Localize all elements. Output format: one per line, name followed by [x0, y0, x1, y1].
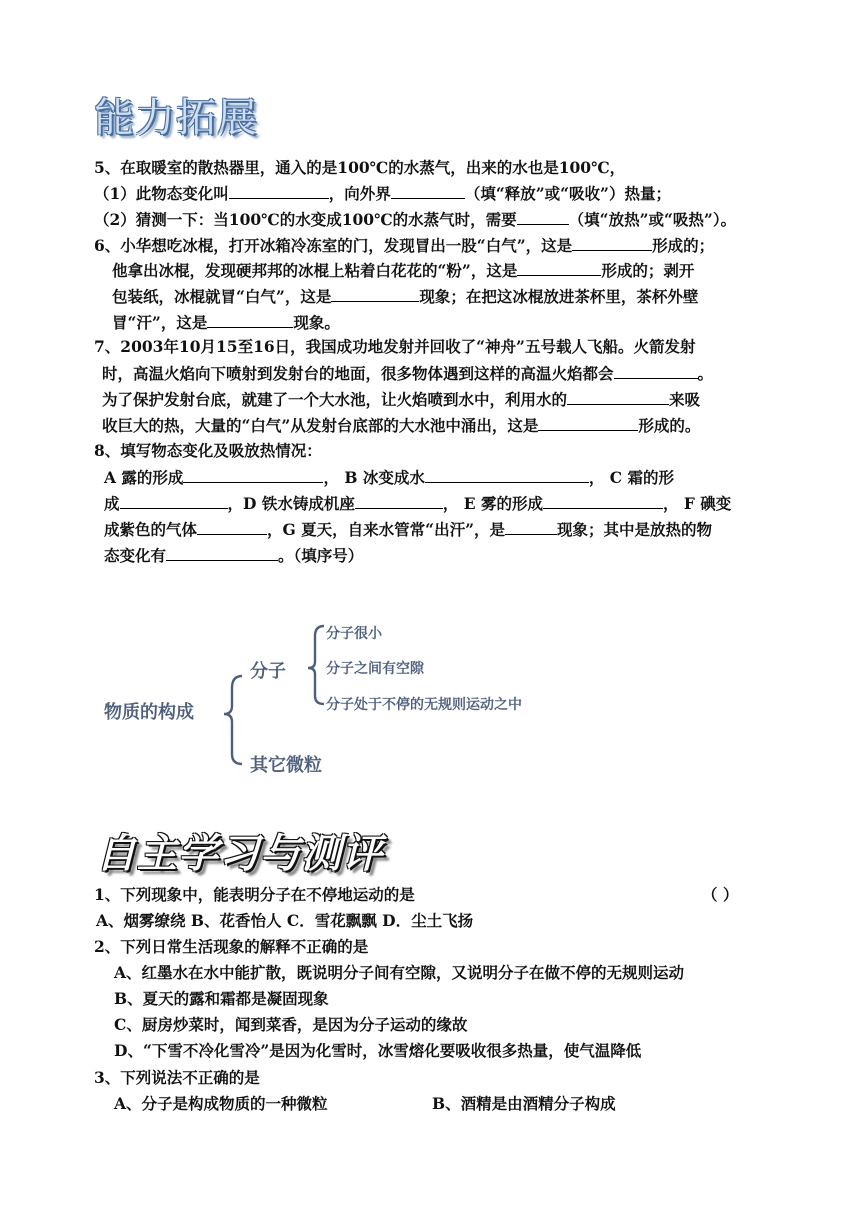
blank [207, 312, 293, 328]
blank [572, 235, 652, 251]
diagram-braces [224, 626, 324, 764]
blank [538, 415, 638, 431]
diagram-leaf-gaps: 分子之间有空隙 [326, 661, 424, 677]
mc1-stem: 1、下列现象中，能表明分子在不停地运动的是 [94, 885, 415, 904]
q6-line4: 冒“汗”，这是 现象。 [112, 313, 340, 332]
q5-line3: （2）猜测一下：当100℃的水变成100℃的水蒸气时，需要 （填“放热”或“吸热”）。 [94, 210, 737, 229]
blank [197, 519, 267, 535]
blank [229, 183, 329, 199]
matter-structure-diagram [96, 618, 616, 788]
diagram-branch-molecule: 分子 [250, 661, 286, 682]
diagram-leaf-small: 分子很小 [326, 626, 382, 642]
q8-line5: 态变化有 。（填序号） [104, 546, 364, 565]
q7-line2: 时，高温火焰向下喷射到发射台的地面，很多物体遇到这样的高温火焰都会 。 [102, 364, 714, 383]
mc1-bracket: （ ） [702, 885, 739, 904]
blank [166, 545, 278, 561]
diagram-leaf-motion: 分子处于不停的无规则运动之中 [326, 697, 522, 713]
q8-line1: 8、填写物态变化及吸放热情况： [94, 441, 322, 460]
mc2-stem: 2、下列日常生活现象的解释不正确的是 [94, 937, 369, 956]
q6-line3: 包装纸，冰棍就冒“白气”，这是 现象；在把这冰棍放进茶杯里，茶杯外壁 [112, 287, 699, 306]
blank [425, 467, 589, 483]
mc2-option-c: C、厨房炒菜时，闻到菜香，是因为分子运动的缘故 [114, 1015, 468, 1034]
blank [517, 260, 601, 276]
mc2-option-b: B、夏天的露和霜都是凝固现象 [114, 989, 329, 1008]
q8-line2: A 露的形成 ， B 冰变成水 ， C 霜的形 [104, 468, 674, 487]
q5-line1: 5、在取暖室的散热器里，通入的是100℃的水蒸气，出来的水也是100℃， [94, 158, 626, 177]
blank [517, 209, 569, 225]
blank [355, 493, 443, 509]
q7-line4: 收巨大的热，大量的“白气”从发射台底部的大水池中涌出，这是 形成的。 [102, 416, 701, 435]
blank [391, 183, 465, 199]
section-title-ability: 能力拓展 [94, 95, 258, 141]
blank [120, 493, 228, 509]
q6-line1: 6、小华想吃冰棍，打开冰箱冷冻室的门，发现冒出一股“白气”，这是 形成的； [94, 236, 715, 255]
q5-line2: （1）此物态变化叫 ，向外界 （填“释放”或“吸收”）热量； [94, 184, 671, 203]
mc3-stem: 3、下列说法不正确的是 [94, 1068, 260, 1087]
root-brace [224, 676, 242, 764]
mc2-option-d: D、“下雪不冷化雪冷”是因为化雪时，冰雪熔化要吸收很多热量，使气温降低 [114, 1041, 642, 1060]
q7-line1: 7、2003年10月15至16日，我国成功地发射并回收了“神舟”五号载人飞船。火箭发射 [94, 337, 696, 356]
mc1-options: A、烟雾缭绕 B、花香怡人 C．雪花飘飘 D．尘土飞扬 [96, 911, 474, 930]
mc2-option-a: A、红墨水在水中能扩散，既说明分子间有空隙，又说明分子在做不停的无规则运动 [114, 963, 685, 982]
blank [183, 467, 323, 483]
q6-line2: 他拿出冰棍，发现硬邦邦的冰棍上粘着白花花的“粉”，这是 形成的；剥开 [112, 261, 695, 280]
blank [331, 286, 419, 302]
diagram-root: 物质的构成 [104, 702, 194, 723]
branch-brace [308, 626, 324, 704]
mc3-option-b: B、酒精是由酒精分子构成 [432, 1094, 616, 1113]
blank [543, 493, 663, 509]
diagram-branch-other: 其它微粒 [250, 755, 322, 776]
q7-line3: 为了保护发射台底，就建了一个大水池，让火焰喷到水中，利用水的 来吸 [102, 390, 701, 409]
mc3-option-a: A、分子是构成物质的一种微粒 [114, 1094, 328, 1113]
q8-line4: 成紫色的气体 ，G 夏天，自来水管常“出汗”，是 现象；其中是放热的物 [104, 520, 712, 539]
q8-line3: 成 ，D 铁水铸成机座 ， E 雾的形成 ， F 碘变 [104, 494, 732, 513]
section-title-selfstudy: 自主学习与测评 [96, 831, 383, 877]
blank [567, 389, 669, 405]
blank [614, 363, 698, 379]
blank [505, 519, 557, 535]
